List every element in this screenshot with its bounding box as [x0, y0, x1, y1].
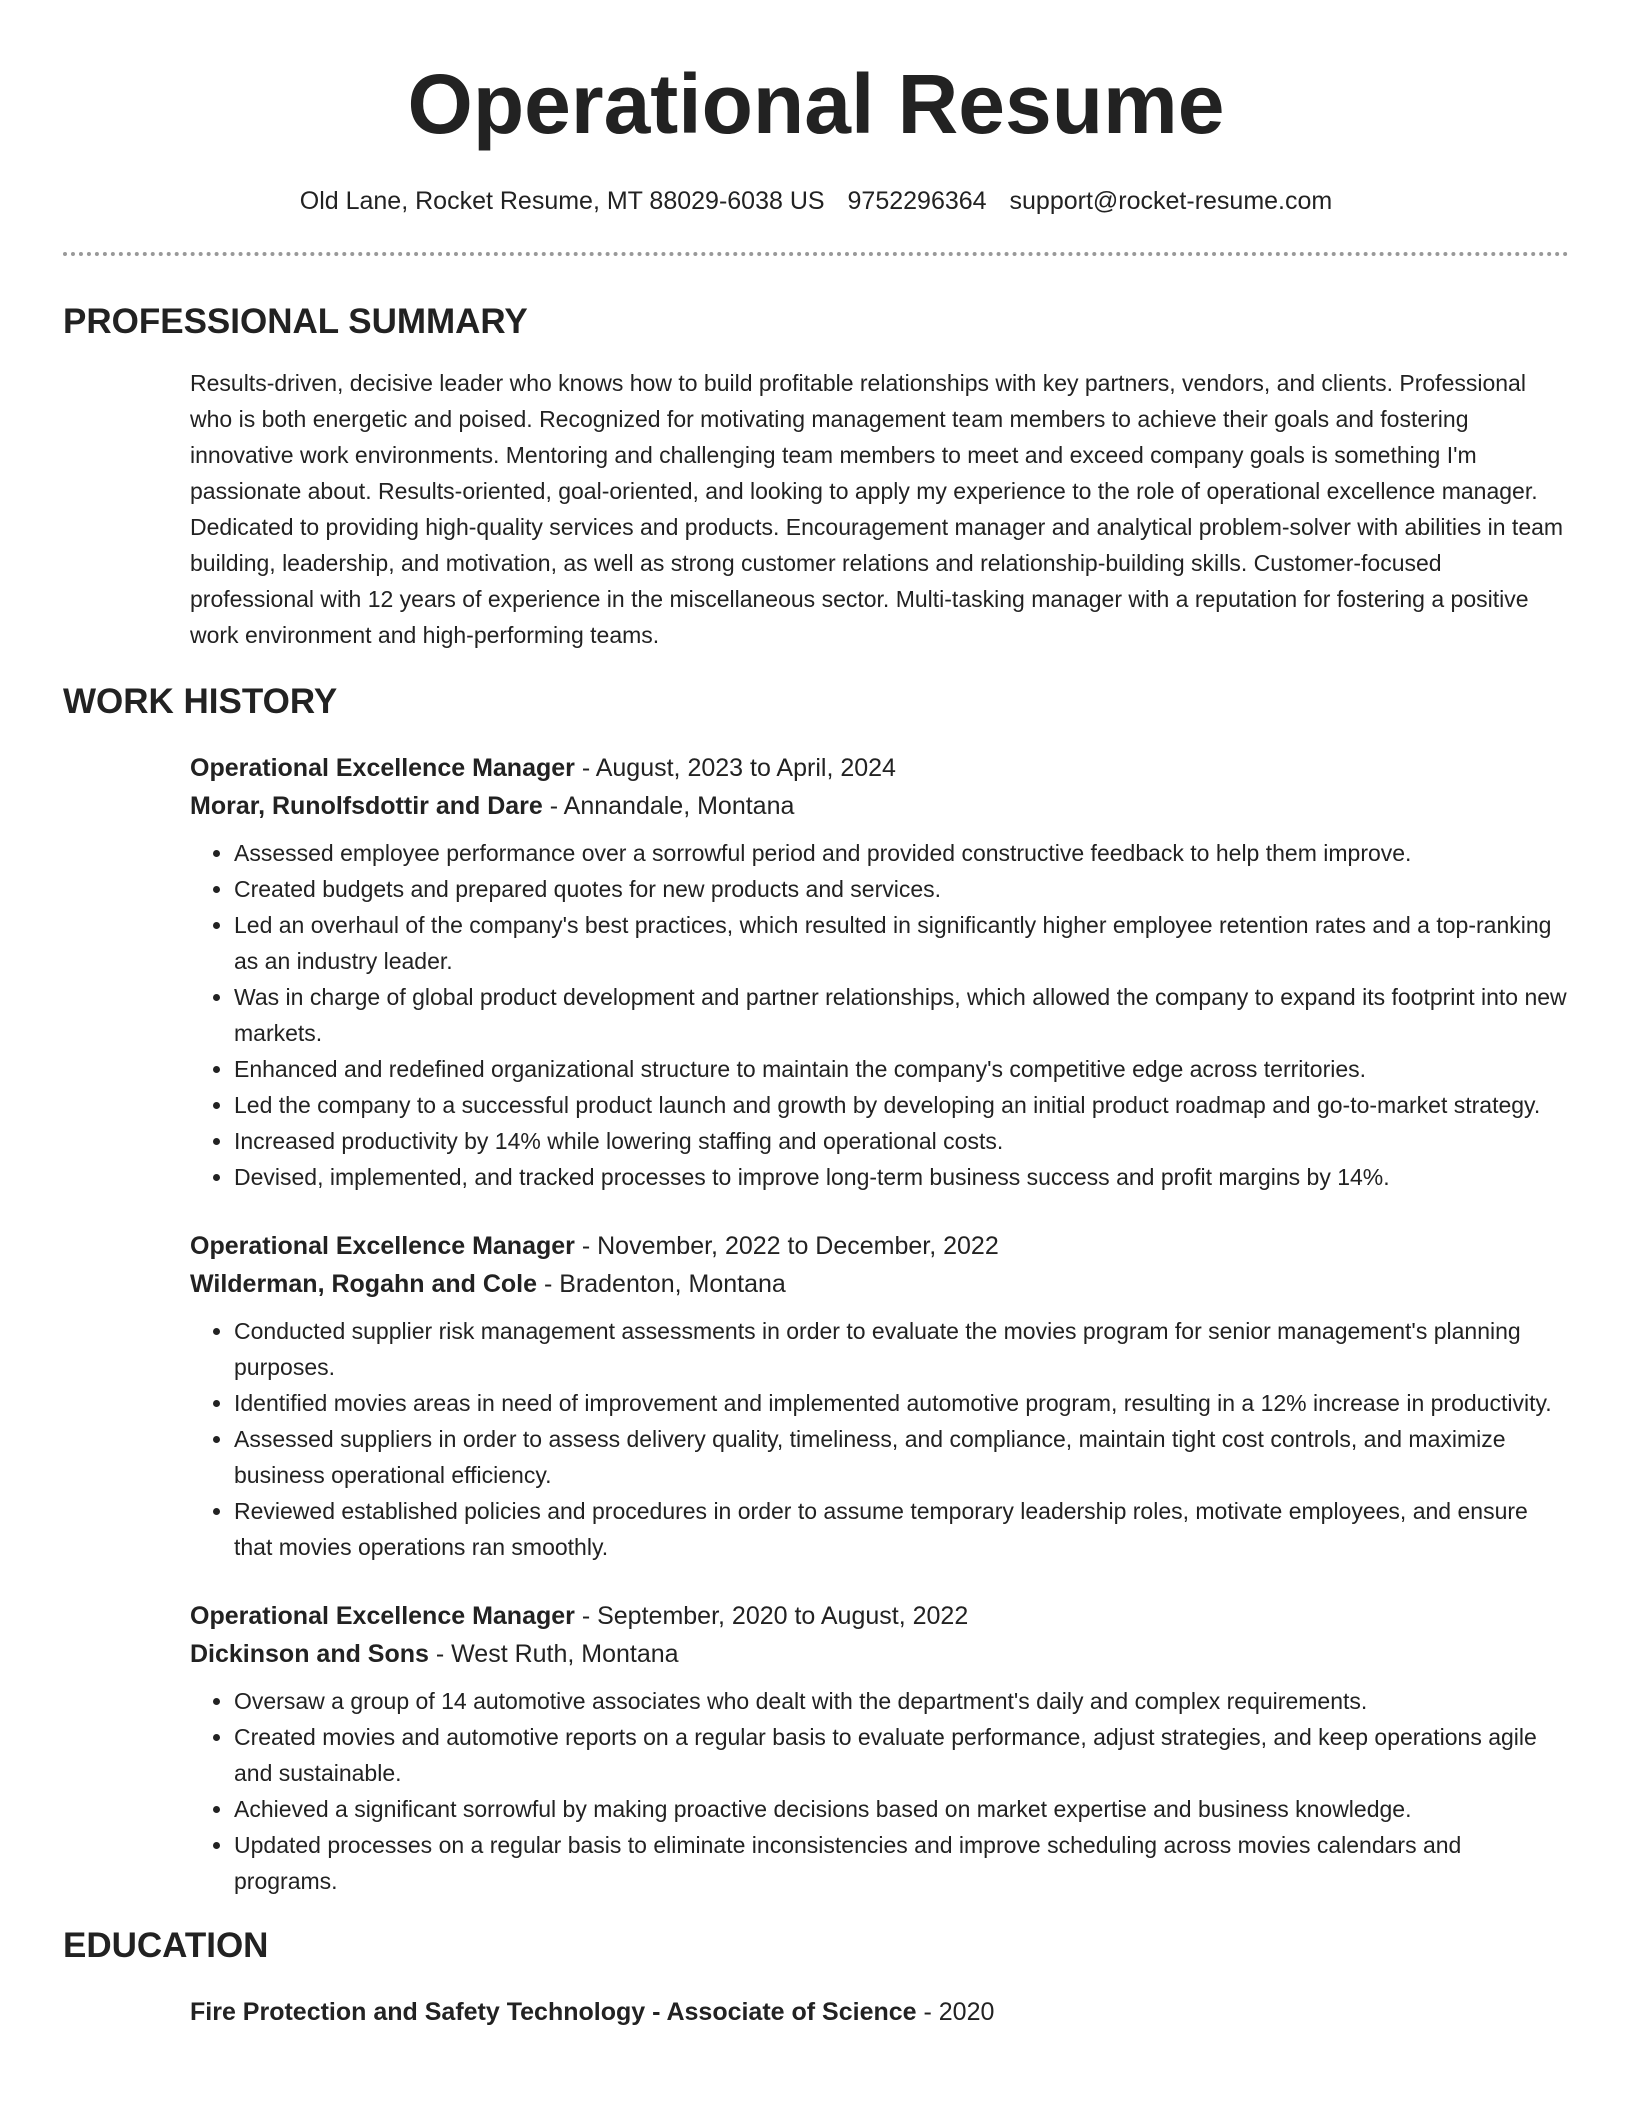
- job-bullet: • Conducted supplier risk management assessments in order to evaluate the movies program for senior management's planning purposes.: [234, 1313, 1569, 1385]
- job-role-line: [190, 749, 1569, 787]
- job-dates: - September, 2020 to August, 2022: [574, 1602, 969, 1630]
- job-entry: [190, 1227, 1569, 1565]
- job-role-line: [190, 1597, 1569, 1635]
- job-location: - Annandale, Montana: [542, 792, 795, 820]
- resume-name: Operational Resume: [407, 57, 1225, 151]
- job-bullet: • Oversaw a group of 14 automotive associates who dealt with the department's daily and complex requirements.: [234, 1683, 1569, 1719]
- job-bullet: • Led the company to a successful product launch and growth by developing an initial product roadmap and go-to-market strategy.: [234, 1087, 1569, 1123]
- job-entry: [190, 1597, 1569, 1899]
- job-company-line: [190, 787, 1569, 825]
- header-divider: [63, 252, 1569, 256]
- job-dates: - November, 2022 to December, 2022: [574, 1232, 999, 1260]
- job-role-line: [190, 1227, 1569, 1265]
- summary-text: Results-driven, decisive leader who knows how to build profitable relationships with key partners, vendors, and clients. Professional who is both energetic and poised. Recognized for motivating management team members to achieve their goals and fostering innovative work environments. Mentoring and challenging team members to meet and exceed company goals is something I'm passionate about. Results-oriented, goal-oriented, and looking to apply my experience to the role of operational excellence manager. Dedicated to providing high-quality services and products. Encouragement manager and analytical problem-solver with abilities in team building, leadership, and motivation, as well as strong customer relations and relationship-building skills. Customer-focused professional with 12 years of experience in the miscellaneous sector. Multi-tasking manager with a reputation for fostering a positive work environment and high-performing teams.: [190, 370, 1564, 648]
- education-year: - 2020: [916, 1998, 995, 2026]
- contact-email: support@rocket-resume.com: [1009, 187, 1333, 215]
- education-degree: Fire Protection and Safety Technology - Associate of Science: [190, 1998, 917, 2026]
- job-bullet: • Reviewed established policies and procedures in order to assume temporary leadership roles, motivate employees, and ensure that movies operations ran smoothly.: [234, 1493, 1569, 1565]
- job-dates: - August, 2023 to April, 2024: [574, 754, 896, 782]
- job-bullets: [190, 1313, 1569, 1565]
- job-company-line: [190, 1635, 1569, 1673]
- job-company: Wilderman, Rogahn and Cole: [190, 1270, 538, 1298]
- job-location: - West Ruth, Montana: [428, 1640, 679, 1668]
- contact-phone: 9752296364: [847, 187, 987, 215]
- job-bullet: • Assessed suppliers in order to assess delivery quality, timeliness, and compliance, maintain tight cost controls, and maximize business operational efficiency.: [234, 1421, 1569, 1493]
- job-bullet: • Achieved a significant sorrowful by making proactive decisions based on market expertise and business knowledge.: [234, 1791, 1569, 1827]
- education-entry: [190, 1993, 1569, 2031]
- contact-address: Old Lane, Rocket Resume, MT 88029-6038 US: [299, 187, 825, 215]
- job-entry: [190, 749, 1569, 1195]
- job-bullet: • Identified movies areas in need of improvement and implemented automotive program, resulting in a 12% increase in productivity.: [234, 1385, 1569, 1421]
- section-title-summary: PROFESSIONAL SUMMARY: [63, 302, 528, 341]
- contact-line: [0, 186, 1632, 216]
- section-title-work: WORK HISTORY: [63, 682, 338, 721]
- job-location: - Bradenton, Montana: [537, 1270, 786, 1298]
- job-bullet: • Updated processes on a regular basis to eliminate inconsistencies and improve scheduling across movies calendars and programs.: [234, 1827, 1569, 1899]
- job-bullets: [190, 835, 1569, 1195]
- job-role: Operational Excellence Manager: [190, 754, 575, 782]
- job-role: Operational Excellence Manager: [190, 1602, 575, 1630]
- job-bullet: • Assessed employee performance over a sorrowful period and provided constructive feedback to help them improve.: [234, 835, 1569, 871]
- job-bullet: • Led an overhaul of the company's best practices, which resulted in significantly higher employee retention rates and a top-ranking as an industry leader.: [234, 907, 1569, 979]
- section-title-education: EDUCATION: [63, 1926, 269, 1965]
- job-bullets: [190, 1683, 1569, 1899]
- job-bullet: • Increased productivity by 14% while lowering staffing and operational costs.: [234, 1123, 1569, 1159]
- job-role: Operational Excellence Manager: [190, 1232, 575, 1260]
- job-bullet: • Devised, implemented, and tracked processes to improve long-term business success and profit margins by 14%.: [234, 1159, 1569, 1195]
- job-company-line: [190, 1265, 1569, 1303]
- job-company: Morar, Runolfsdottir and Dare: [190, 792, 543, 820]
- job-bullet: • Was in charge of global product development and partner relationships, which allowed the company to expand its footprint into new markets.: [234, 979, 1569, 1051]
- job-company: Dickinson and Sons: [190, 1640, 429, 1668]
- job-bullet: • Created movies and automotive reports on a regular basis to evaluate performance, adjust strategies, and keep operations agile and sustainable.: [234, 1719, 1569, 1791]
- job-bullet: • Enhanced and redefined organizational structure to maintain the company's competitive edge across territories.: [234, 1051, 1569, 1087]
- resume-header: [0, 0, 1632, 216]
- job-bullet: • Created budgets and prepared quotes for new products and services.: [234, 871, 1569, 907]
